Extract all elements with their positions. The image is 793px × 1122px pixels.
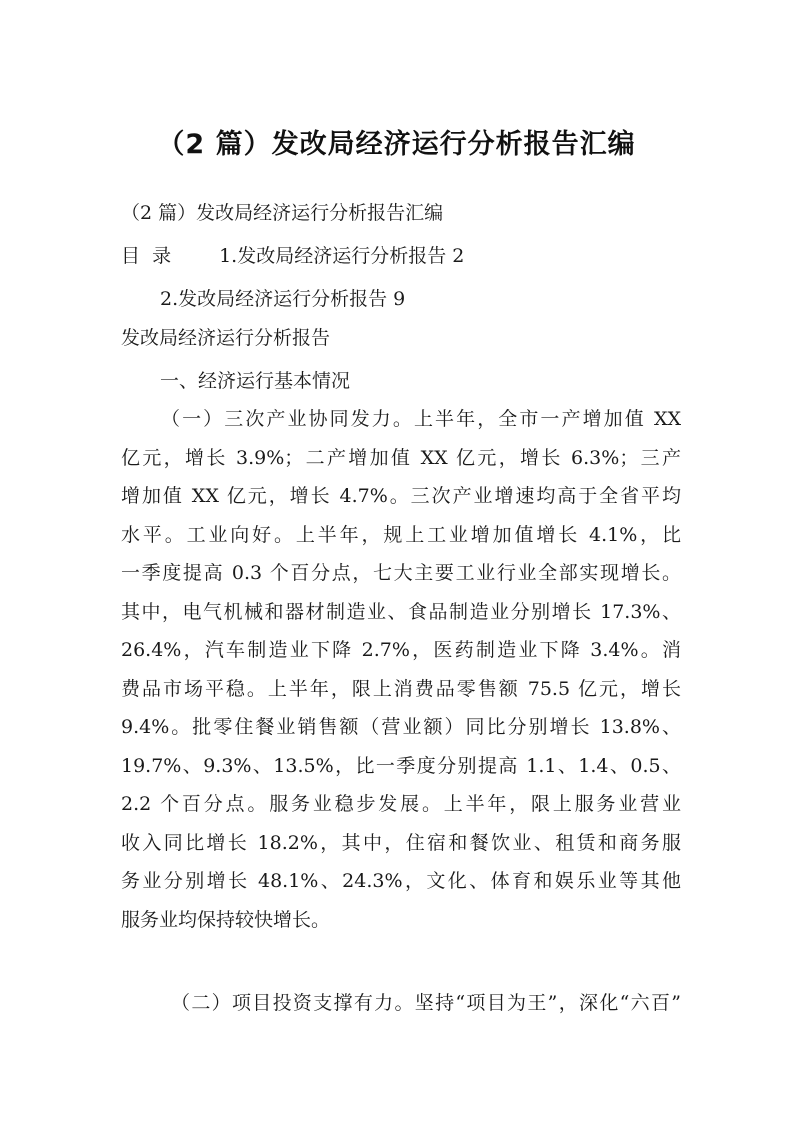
paragraph-1 (121, 406, 681, 945)
toc-label: 目 录 (121, 245, 172, 267)
toc-item-1[interactable]: 1.发改局经济运行分析报告 2 (219, 245, 465, 267)
toc-line-1 (121, 243, 464, 269)
paragraph-line: 水平。工业向好。上半年，规上工业增加值增长 4.1%，比 (121, 523, 681, 546)
paragraph-line: 增加值 XX 亿元，增长 4.7%。三次产业增速均高于全省平均 (121, 485, 681, 507)
paragraph-line: 服务业均保持较快增长。 (121, 908, 331, 931)
paragraph-line: 收入同比增长 18.2%，其中，住宿和餐饮业、租赁和商务服 (121, 831, 681, 854)
paragraph-line: 一季度提高 0.3 个百分点，七大主要工业行业全部实现增长。 (121, 562, 681, 584)
paragraph-line: （一）三次产业协同发力。上半年，全市一产增加值 XX (161, 408, 681, 430)
paragraph-line: 2.2 个百分点。服务业稳步发展。上半年，限上服务业营业 (121, 793, 681, 815)
paragraph-line: 亿元，增长 3.9%；二产增加值 XX 亿元，增长 6.3%；三产 (121, 446, 681, 469)
paragraph-line: 其中，电气机械和器材制造业、食品制造业分别增长 17.3%、 (121, 600, 681, 623)
document-title: （2 篇）发改局经济运行分析报告汇编 (157, 129, 636, 160)
paragraph-line: 19.7%、9.3%、13.5%，比一季度分别提高 1.1、1.4、0.5、 (121, 754, 681, 777)
report-title: 发改局经济运行分析报告 (121, 327, 331, 349)
paragraph-line: 26.4%，汽车制造业下降 2.7%，医药制造业下降 3.4%。消 (121, 639, 681, 661)
paragraph-line: 9.4%。批零住餐业销售额（营业额）同比分别增长 13.8%、 (121, 716, 681, 738)
paragraph-2-first-line: （二）项目投资支撑有力。坚持“项目为王”，深化“六百” (171, 992, 681, 1014)
subtitle: （2 篇）发改局经济运行分析报告汇编 (121, 202, 444, 224)
toc-item-2[interactable]: 2.发改局经济运行分析报告 9 (160, 288, 406, 310)
section-heading: 一、经济运行基本情况 (160, 370, 351, 392)
paragraph-line: 务业分别增长 48.1%、24.3%，文化、体育和娱乐业等其他 (121, 870, 681, 892)
paragraph-line: 费品市场平稳。上半年，限上消费品零售额 75.5 亿元，增长 (121, 677, 681, 700)
